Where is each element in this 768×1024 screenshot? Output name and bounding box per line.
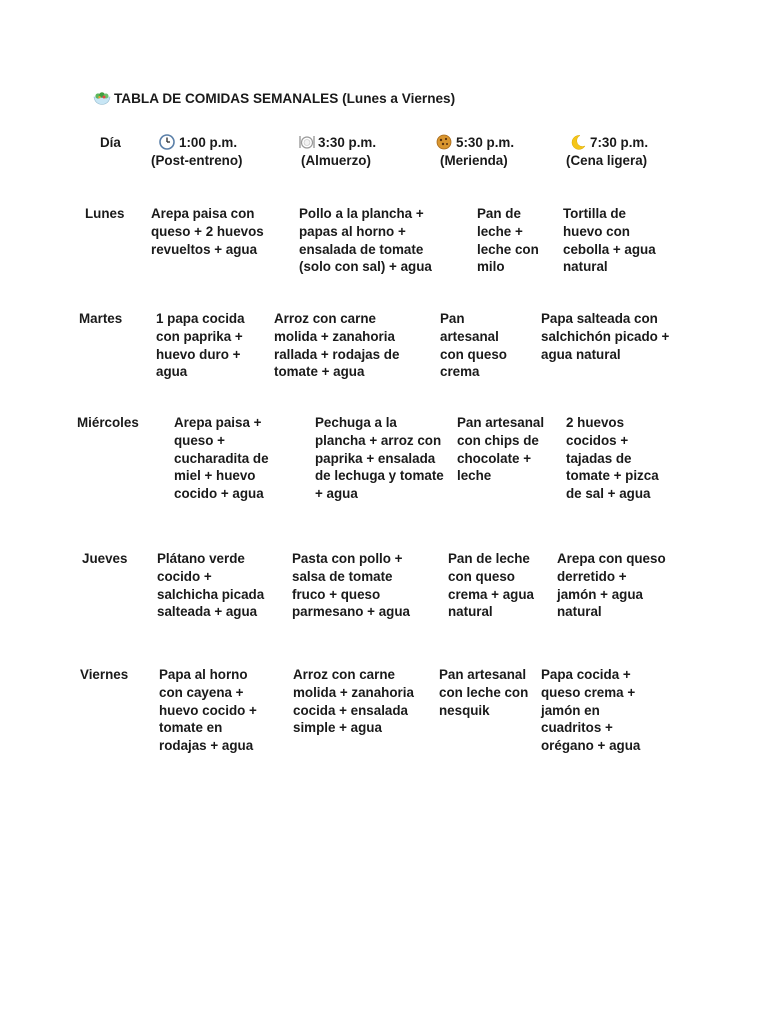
cookie-icon — [435, 134, 453, 150]
meal-cell: Papa al horno con cayena + huevo cocido + tomate en rodajas + agua — [159, 667, 257, 754]
column-header-day — [100, 134, 121, 152]
meal-cell: Plátano verde cocido + salchicha picada salteada + agua — [157, 551, 265, 620]
day-label-martes: Martes — [79, 311, 123, 326]
column-header-3 — [435, 134, 555, 170]
meal-cell: Arepa paisa con queso + 2 huevos revueltos + agua — [151, 206, 264, 257]
document-title-text: TABLA DE COMIDAS SEMANALES (Lunes a Viernes) — [114, 91, 456, 106]
day-label-viernes: Viernes — [80, 667, 129, 682]
column-time-3: 5:30 p.m. — [456, 135, 515, 150]
meal-cell: Arroz con carne molida + zanahoria rallada + rodajas de tomate + agua — [274, 311, 400, 380]
meal-cell: Pasta con pollo + salsa de tomate fruco + queso parmesano + agua — [292, 551, 410, 620]
column-sub-1: (Post-entreno) — [151, 152, 243, 168]
meal-cell: Papa salteada con salchichón picado + agua natural — [541, 311, 670, 362]
moon-icon — [569, 134, 587, 150]
column-sub-2: (Almuerzo) — [301, 152, 371, 168]
meal-cell: Papa cocida + queso crema + jamón en cuadritos + orégano + agua — [541, 667, 641, 754]
plate-icon — [297, 134, 315, 150]
meal-cell: Arepa paisa + queso + cucharadita de miel + huevo cocido + agua — [174, 415, 269, 502]
meal-cell: Pollo a la plancha + papas al horno + ensalada de tomate (solo con sal) + agua — [299, 206, 432, 275]
column-header-2 — [297, 134, 417, 170]
column-time-1: 1:00 p.m. — [179, 135, 238, 150]
column-header-1 — [151, 134, 271, 170]
salad-bowl-icon — [93, 90, 111, 106]
meal-cell: 1 papa cocida con paprika + huevo duro + agua — [156, 311, 245, 380]
meal-cell: Pan de leche + leche con milo — [477, 206, 539, 275]
meal-cell: Arroz con carne molida + zanahoria cocida + ensalada simple + agua — [293, 667, 414, 736]
day-label-jueves: Jueves — [82, 551, 128, 566]
column-header-day-label: Día — [100, 135, 121, 150]
meal-cell: Pan artesanal con chips de chocolate + leche — [457, 415, 545, 484]
document-title — [93, 90, 455, 108]
day-label-lunes: Lunes — [85, 206, 125, 221]
meal-cell: Arepa con queso derretido + jamón + agua natural — [557, 551, 666, 620]
meal-cell: 2 huevos cocidos + tajadas de tomate + pizca de sal + agua — [566, 415, 659, 502]
meal-cell: Pan artesanal con queso crema — [440, 311, 507, 380]
column-sub-4: (Cena ligera) — [566, 152, 648, 168]
clock-icon — [158, 134, 176, 150]
column-time-2: 3:30 p.m. — [318, 135, 377, 150]
meal-cell: Pan de leche con queso crema + agua natural — [448, 551, 534, 620]
column-header-4 — [566, 134, 696, 170]
meal-cell: Tortilla de huevo con cebolla + agua natural — [563, 206, 656, 275]
column-time-4: 7:30 p.m. — [590, 135, 649, 150]
meal-cell: Pechuga a la plancha + arroz con paprika + ensalada de lechuga y tomate + agua — [315, 415, 444, 502]
day-label-miercoles: Miércoles — [77, 415, 139, 430]
meal-cell: Pan artesanal con leche con nesquik — [439, 667, 529, 718]
column-sub-3: (Merienda) — [440, 152, 508, 168]
